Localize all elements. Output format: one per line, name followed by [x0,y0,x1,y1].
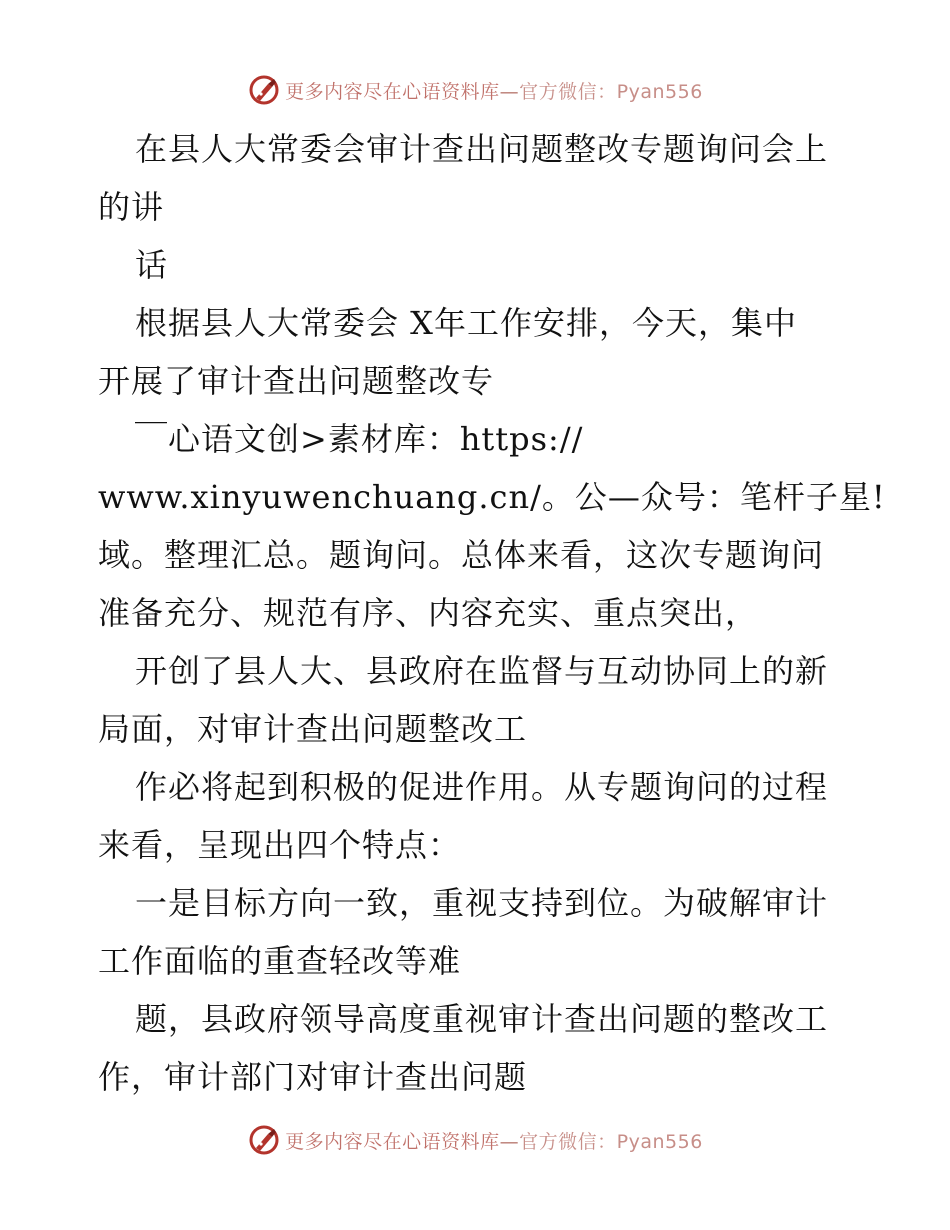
header-banner-slogan: 更多内容尽在心语资料库 [285,80,500,103]
watermark-line: ￣心语文创>素材库：https:// [135,420,584,458]
paragraph-line: 作必将起到积极的促进作用。从专题询问的过程 [135,768,829,806]
paragraph-line: 开展了审计查出问题整改专 [98,362,495,400]
title-line-3: 话 [135,246,169,284]
footer-banner-dash: — [499,1130,520,1153]
footer-banner [0,1120,950,1160]
paragraph-line: 根据县人大常委会 X年工作安排，今天，集中 [135,304,797,342]
document-body [98,120,886,1106]
paragraph-line: 域。整理汇总。题询问。总体来看，这次专题询问 [98,536,825,574]
paragraph-line: 开创了县人大、县政府在监督与互动协同上的新 [135,652,829,690]
title-line-1: 在县人大常委会审计查出问题整改专题询问会上 [135,130,829,168]
footer-banner-slogan: 更多内容尽在心语资料库 [285,1130,500,1153]
paragraph-line: 局面，对审计查出问题整改工 [98,710,528,748]
watermark-line: www.xinyuwenchuang.cn/。公—众号：笔杆子星! [98,478,886,516]
footer-banner-text [285,1127,703,1154]
paragraph-line: 工作面临的重查轻改等难 [98,942,462,980]
footer-banner-wechat: 官方微信：Pyan556 [519,1130,703,1153]
title-line-2: 的讲 [98,188,165,226]
header-banner-dash: — [499,80,520,103]
paragraph-line: 准备充分、规范有序、内容充实、重点突出， [98,594,759,632]
pen-nib-logo-icon [247,1123,281,1157]
header-banner [0,70,950,110]
paragraph-line: 题，县政府领导高度重视审计查出问题的整改工 [135,1000,829,1038]
paragraph-line: 作，审计部门对审计查出问题 [98,1058,528,1096]
paragraph-line: 来看，呈现出四个特点： [98,826,462,864]
header-banner-text [285,77,703,104]
pen-nib-logo-icon [247,73,281,107]
paragraph-line: 一是目标方向一致，重视支持到位。为破解审计 [135,884,829,922]
header-banner-wechat: 官方微信：Pyan556 [519,80,703,103]
